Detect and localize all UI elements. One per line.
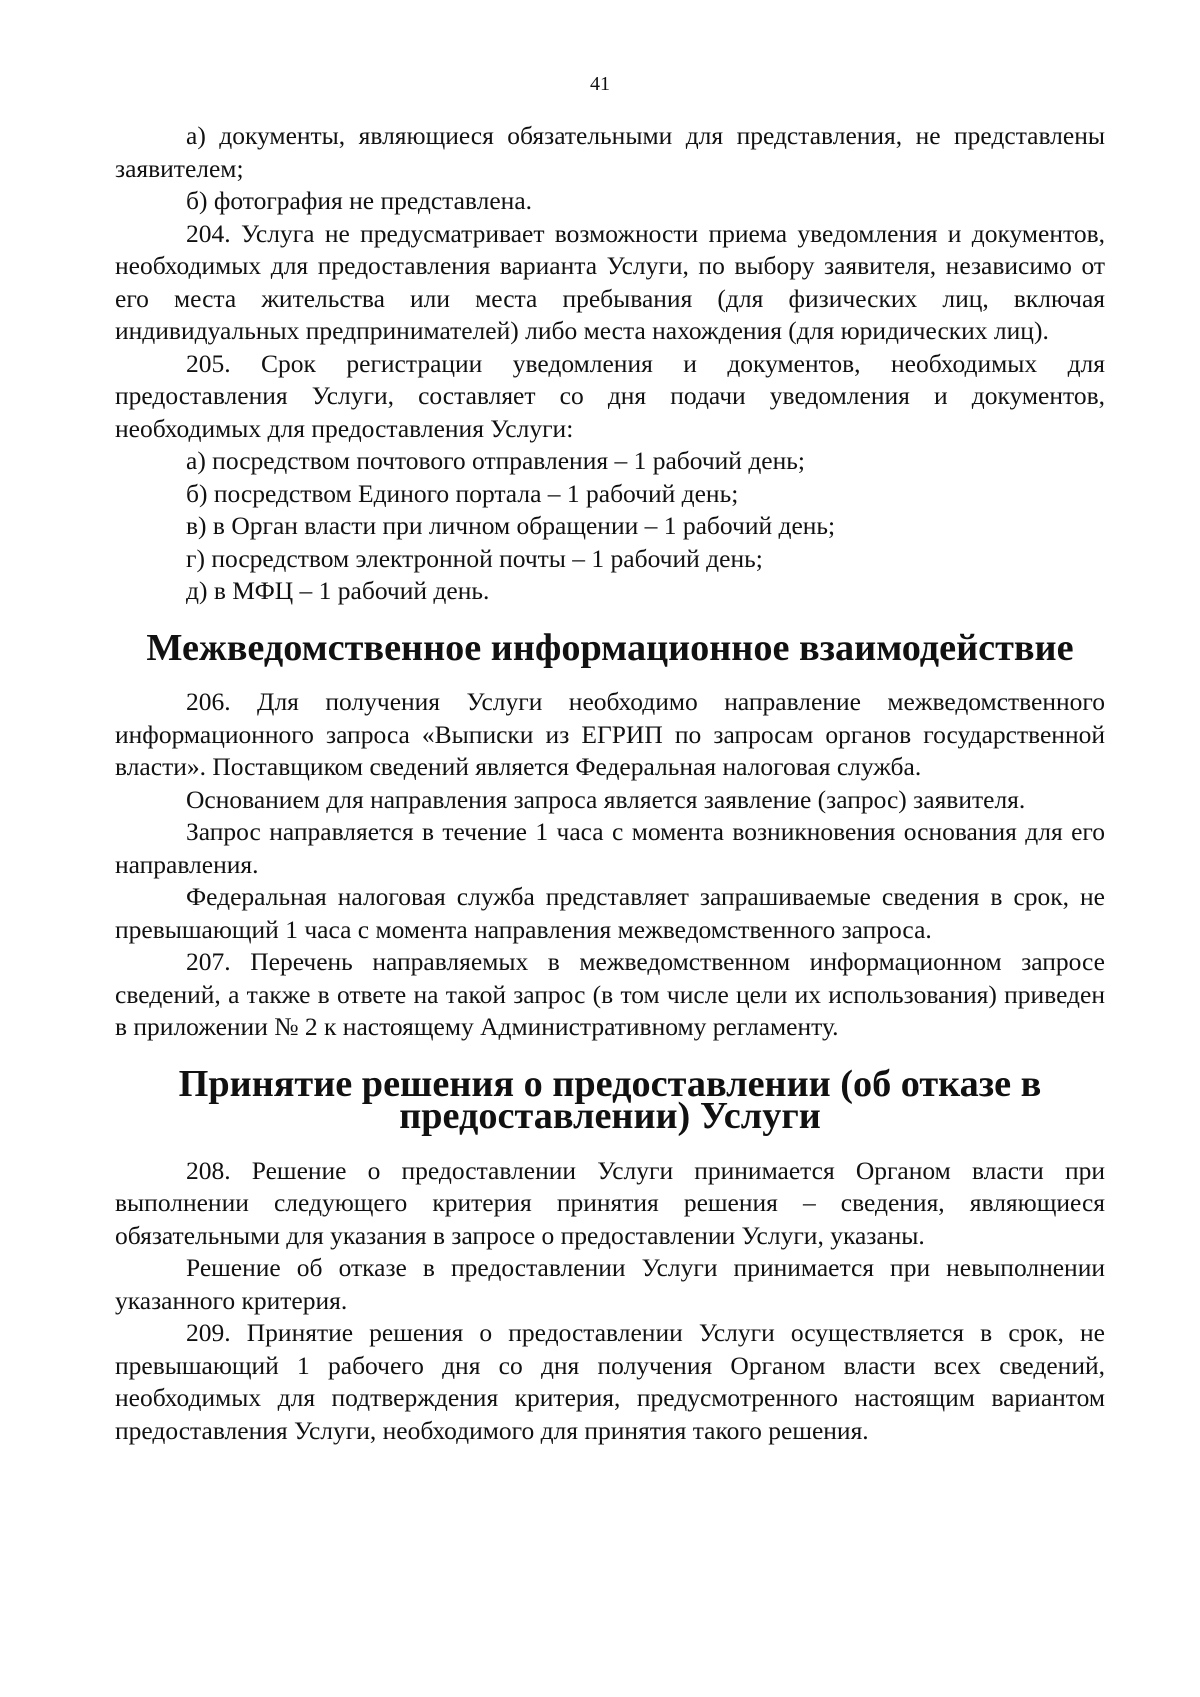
paragraph-205-item-g: г) посредством электронной почты – 1 рабочий день; xyxy=(186,543,763,573)
paragraph-207: 207. Перечень направляемых в межведомственном информационном запросе сведений, а также в ответе на такой запрос (в том числе цели их использования) приведен в приложении № 2 к настоящему Административному регламенту. xyxy=(115,947,1105,1041)
paragraph-208-refusal: Решение об отказе в предоставлении Услуги принимается при невыполнении указанного критерия. xyxy=(115,1253,1105,1315)
paragraph-209: 209. Принятие решения о предоставлении Услуги осуществляется в срок, не превышающий 1 рабочего дня со дня получения Органом власти всех сведений, необходимых для подтверждения критерия, предусмотренного настоящим вариантом предоставления Услуги, необходимого для принятия такого решения. xyxy=(115,1318,1105,1445)
paragraph-item-b-no-photo: б) фотография не представлена. xyxy=(186,186,533,215)
paragraph-item-a-missing-docs: а) документы, являющиеся обязательными для представления, не представлены заявителем; xyxy=(115,121,1105,183)
paragraph-206: 206. Для получения Услуги необходимо направление межведомственного информационного запроса «Выписки из ЕГРИП по запросам органов государственной власти». Поставщиком сведений является Федеральная налоговая служба. xyxy=(115,687,1105,781)
section-heading-decision: Принятие решения о предоставлении (об отказе в предоставлении) Услуги xyxy=(178,1062,1042,1137)
paragraph-206-fns: Федеральная налоговая служба представляет запрашиваемые сведения в срок, не превышающий 1 часа с момента направления межведомственного запроса. xyxy=(115,882,1105,944)
section-heading-interagency: Межведомственное информационное взаимодействие xyxy=(146,626,1074,669)
paragraph-205-item-a: а) посредством почтового отправления – 1 рабочий день; xyxy=(186,446,805,475)
paragraph-205-item-d: д) в МФЦ – 1 рабочий день. xyxy=(186,576,490,605)
paragraph-205: 205. Срок регистрации уведомления и документов, необходимых для предоставления Услуги, составляет со дня подачи уведомления и документов, необходимых для предоставления Услуги: xyxy=(115,348,1105,443)
paragraph-206-timing: Запрос направляется в течение 1 часа с момента возникновения основания для его направления. xyxy=(115,817,1105,879)
paragraph-208: 208. Решение о предоставлении Услуги принимается Органом власти при выполнении следующего критерия принятия решения – сведения, являющиеся обязательными для указания в запросе о предоставлении Услуги, указаны. xyxy=(115,1155,1105,1250)
paragraph-205-item-b: б) посредством Единого портала – 1 рабочий день; xyxy=(186,478,739,508)
page-number: 41 xyxy=(590,73,610,95)
paragraph-204: 204. Услуга не предусматривает возможности приема уведомления и документов, необходимых для предоставления варианта Услуги, по выбору заявителя, независимо от его места жительства или места пребывания (для физических лиц, включая индивидуальных предпринимателей) либо места нахождения (для юридических лиц). xyxy=(115,218,1105,345)
paragraph-205-item-v: в) в Орган власти при личном обращении – 1 рабочий день; xyxy=(186,511,836,540)
document-body xyxy=(115,120,1105,1447)
paragraph-206-basis: Основанием для направления запроса является заявление (запрос) заявителя. xyxy=(186,784,1026,814)
